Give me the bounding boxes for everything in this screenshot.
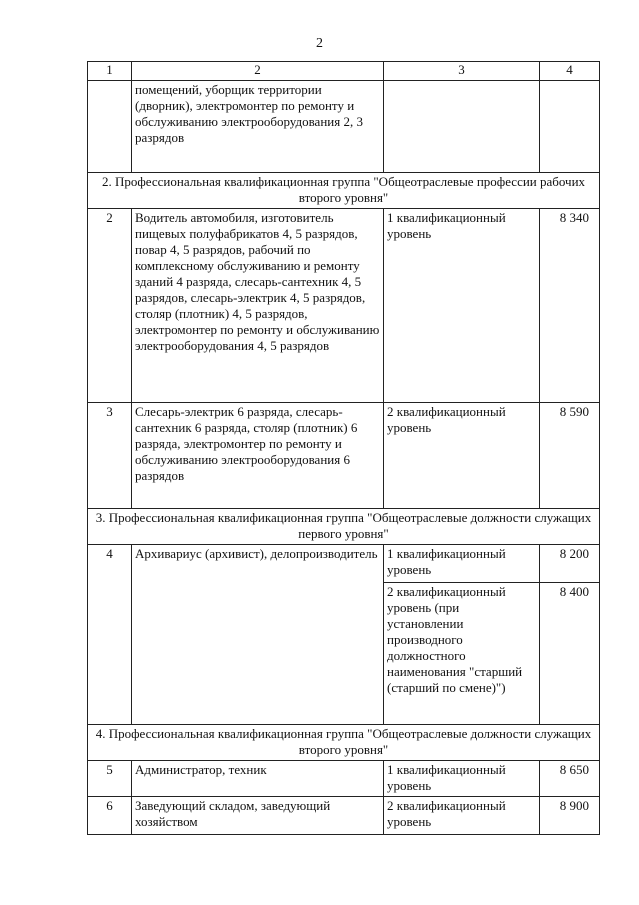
table-row bbox=[88, 761, 600, 797]
group-title-row bbox=[88, 173, 600, 209]
table-header-row bbox=[88, 62, 600, 81]
position-title-cell: Заведующий складом, заведующий хозяйством bbox=[132, 797, 384, 835]
table-row bbox=[88, 797, 600, 835]
qualification-level-cell: 1 квалификационный уровень bbox=[384, 545, 540, 583]
salary-cell: 8 200 bbox=[540, 545, 600, 583]
table-row bbox=[88, 545, 600, 583]
table-row bbox=[88, 403, 600, 509]
header-cell-4: 4 bbox=[540, 62, 600, 81]
page-number: 2 bbox=[316, 36, 323, 51]
qualification-level-cell: 1 квалификационный уровень bbox=[384, 761, 540, 797]
row-number-cell: 2 bbox=[88, 209, 132, 403]
salary-cell: 8 590 bbox=[540, 403, 600, 509]
position-title-cell: Водитель автомобиля, изготовитель пищевых полуфабрикатов 4, 5 разрядов, повар 4, 5 разрядов, рабочий по комплексному обслуживанию и ремонту зданий 4 разряда, слесарь-сантехник 4, 5 разрядов, слесарь-электрик 4, 5 разрядов, столяр (плотник) 4, 5 разрядов, электромонтер по ремонту и обслуживанию электрооборудования 4, 5 разрядов bbox=[132, 209, 384, 403]
row-number-cell: 3 bbox=[88, 403, 132, 509]
qualification-level-cell: 2 квалификационный уровень bbox=[384, 797, 540, 835]
position-title-cell: помещений, уборщик территории (дворник), электромонтер по ремонту и обслуживанию электрооборудования 2, 3 разрядов bbox=[132, 81, 384, 173]
salary-cell: 8 650 bbox=[540, 761, 600, 797]
group-title-4: 4. Профессиональная квалификационная группа "Общеотраслевые должности служащих второго уровня" bbox=[88, 725, 600, 761]
group-title-row bbox=[88, 725, 600, 761]
header-cell-1: 1 bbox=[88, 62, 132, 81]
table-row bbox=[88, 209, 600, 403]
table-row-continuation bbox=[88, 81, 600, 173]
header-cell-3: 3 bbox=[384, 62, 540, 81]
salary-cell: 8 340 bbox=[540, 209, 600, 403]
qualification-level-cell: 1 квалификационный уровень bbox=[384, 209, 540, 403]
row-number-cell: 4 bbox=[88, 545, 132, 725]
header-cell-2: 2 bbox=[132, 62, 384, 81]
salary-cell bbox=[540, 81, 600, 173]
group-title-2: 2. Профессиональная квалификационная группа "Общеотраслевые профессии рабочих второго уровня" bbox=[88, 173, 600, 209]
position-title-cell: Архивариус (архивист), делопроизводитель bbox=[132, 545, 384, 725]
salary-table bbox=[87, 61, 600, 835]
row-number-cell: 6 bbox=[88, 797, 132, 835]
position-title-cell: Слесарь-электрик 6 разряда, слесарь-сантехник 6 разряда, столяр (плотник) 6 разряда, электромонтер по ремонту и обслуживанию электрооборудования 6 разрядов bbox=[132, 403, 384, 509]
salary-cell: 8 400 bbox=[540, 583, 600, 725]
row-number-cell bbox=[88, 81, 132, 173]
position-title-cell: Администратор, техник bbox=[132, 761, 384, 797]
group-title-3: 3. Профессиональная квалификационная группа "Общеотраслевые должности служащих первого уровня" bbox=[88, 509, 600, 545]
qualification-level-cell: 2 квалификационный уровень bbox=[384, 403, 540, 509]
salary-cell: 8 900 bbox=[540, 797, 600, 835]
row-number-cell: 5 bbox=[88, 761, 132, 797]
group-title-row bbox=[88, 509, 600, 545]
qualification-level-cell: 2 квалификационный уровень (при установлении производного должностного наименования "старший (старший по смене)") bbox=[384, 583, 540, 725]
qualification-level-cell bbox=[384, 81, 540, 173]
